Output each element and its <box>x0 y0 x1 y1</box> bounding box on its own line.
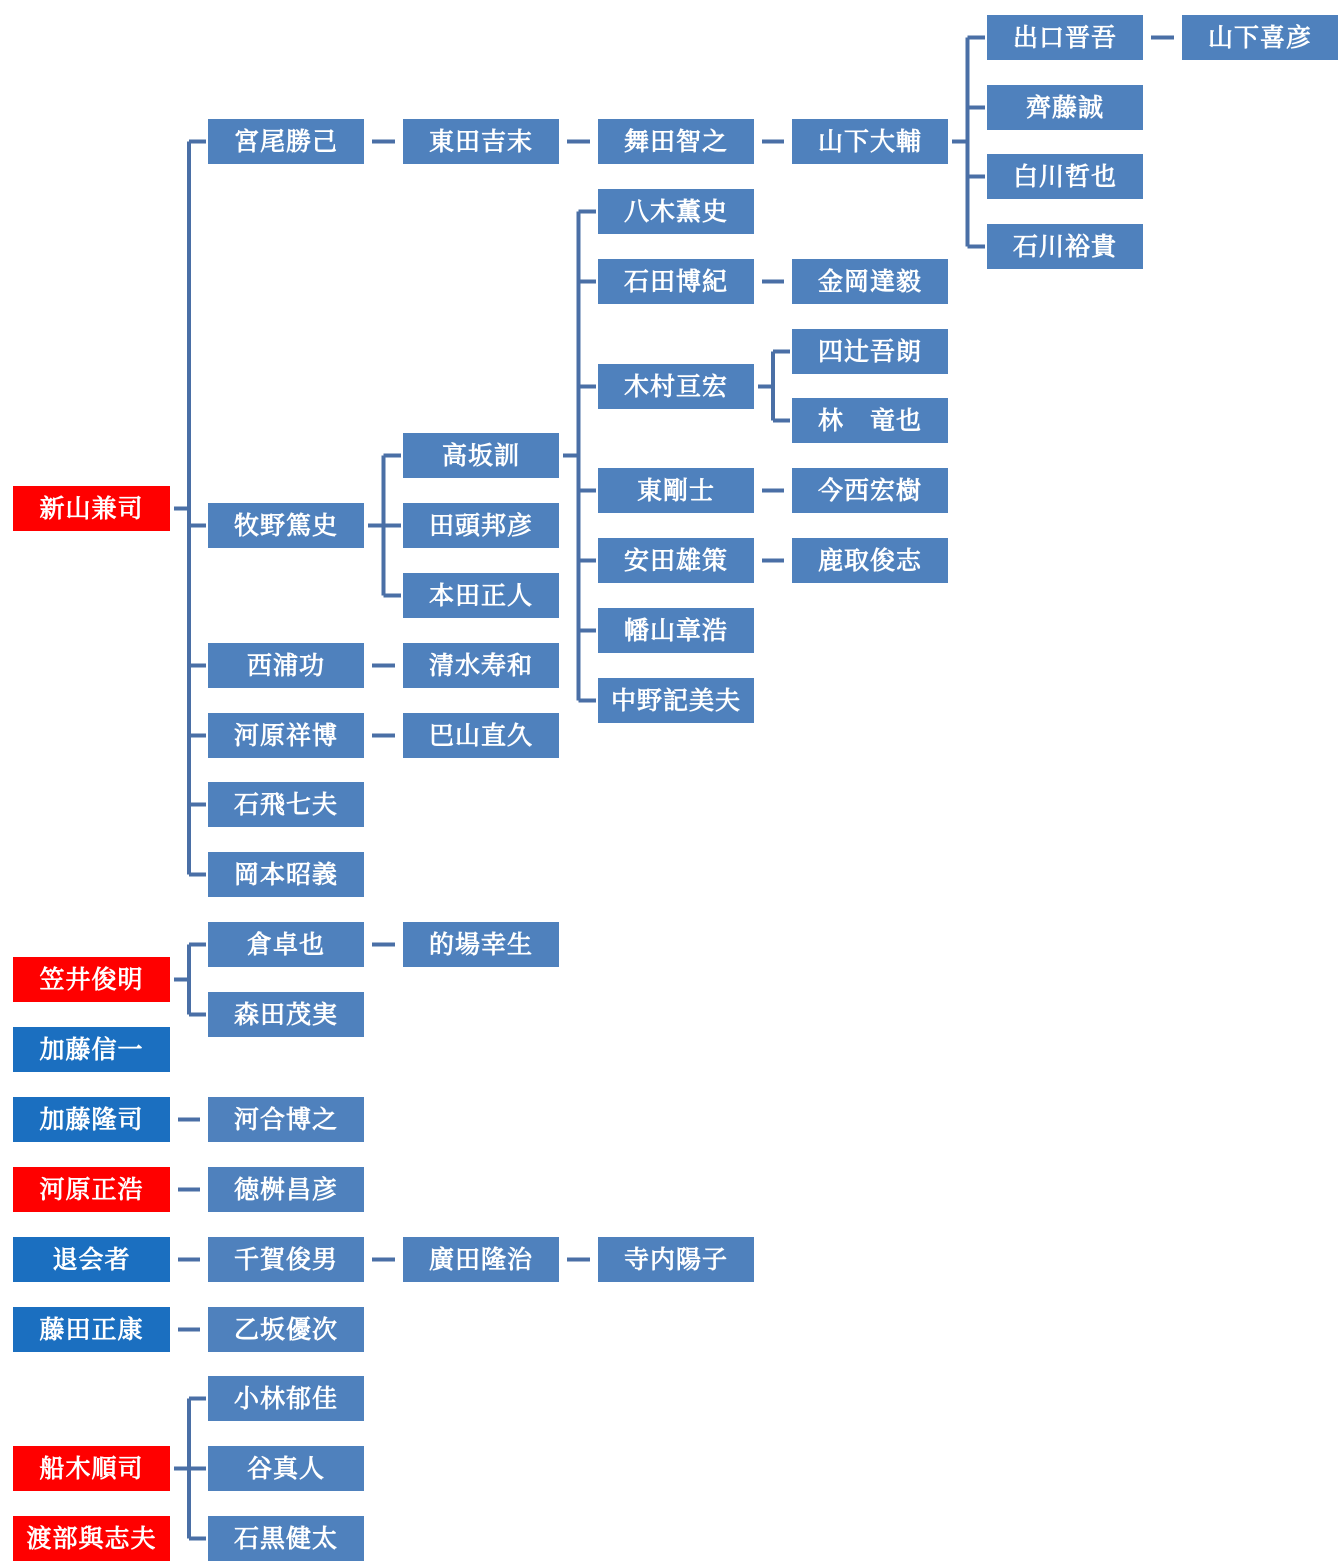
node-imanishi: 今西宏樹 <box>792 468 948 513</box>
node-higashida: 東田吉末 <box>403 119 559 164</box>
node-tani: 谷真人 <box>208 1446 364 1491</box>
node-kasai: 笠井俊明 <box>13 957 170 1002</box>
node-tomoeyama: 巴山直久 <box>403 713 559 758</box>
node-watabe: 渡部與志夫 <box>13 1516 170 1561</box>
node-ishitobi: 石飛七夫 <box>208 782 364 827</box>
node-morita: 森田茂実 <box>208 992 364 1037</box>
node-kimura: 木村亘宏 <box>598 364 754 409</box>
node-funaki: 船木順司 <box>13 1446 170 1491</box>
node-takasaka: 高坂訓 <box>403 433 559 478</box>
node-deguchi: 出口晋吾 <box>987 15 1143 60</box>
node-kaneoka: 金岡達毅 <box>792 259 948 304</box>
node-yotsuji: 四辻吾朗 <box>792 329 948 374</box>
node-hatayama: 幡山章浩 <box>598 608 754 653</box>
node-yasuda: 安田雄策 <box>598 538 754 583</box>
node-kura: 倉卓也 <box>208 922 364 967</box>
node-higashi: 東剛士 <box>598 468 754 513</box>
node-terauchi: 寺内陽子 <box>598 1237 754 1282</box>
node-yamashita-d: 山下大輔 <box>792 119 948 164</box>
node-kawahara-m: 河原正浩 <box>13 1167 170 1212</box>
node-nakano: 中野記美夫 <box>598 678 754 723</box>
node-yagi: 八木薫史 <box>598 189 754 234</box>
node-miyao: 宮尾勝己 <box>208 119 364 164</box>
node-maita: 舞田智之 <box>598 119 754 164</box>
node-shirakawa: 白川哲也 <box>987 154 1143 199</box>
node-hayashi: 林 竜也 <box>792 398 948 443</box>
node-fujita: 藤田正康 <box>13 1307 170 1352</box>
node-taikai: 退会者 <box>13 1237 170 1282</box>
node-shimizu: 清水寿和 <box>403 643 559 688</box>
node-chiga: 千賀俊男 <box>208 1237 364 1282</box>
node-kobayashi: 小林郁佳 <box>208 1376 364 1421</box>
node-makino: 牧野篤史 <box>208 503 364 548</box>
node-ishida: 石田博紀 <box>598 259 754 304</box>
node-nishiura: 西浦功 <box>208 643 364 688</box>
node-yamashita-y: 山下喜彦 <box>1182 15 1338 60</box>
node-tagashira: 田頭邦彦 <box>403 503 559 548</box>
node-otosaka: 乙坂優次 <box>208 1307 364 1352</box>
node-shinyama: 新山兼司 <box>13 486 170 531</box>
node-kawai: 河合博之 <box>208 1097 364 1142</box>
node-kato-s: 加藤信一 <box>13 1027 170 1072</box>
node-katori: 鹿取俊志 <box>792 538 948 583</box>
node-matoba: 的場幸生 <box>403 922 559 967</box>
node-kato-t: 加藤隆司 <box>13 1097 170 1142</box>
node-ishikawa: 石川裕貴 <box>987 224 1143 269</box>
node-okamoto: 岡本昭義 <box>208 852 364 897</box>
node-kawahara-s: 河原祥博 <box>208 713 364 758</box>
node-ishiguro: 石黒健太 <box>208 1516 364 1561</box>
node-honda: 本田正人 <box>403 573 559 618</box>
node-tokumasu: 徳桝昌彦 <box>208 1167 364 1212</box>
node-hirota: 廣田隆治 <box>403 1237 559 1282</box>
node-saito: 齊藤誠 <box>987 85 1143 130</box>
